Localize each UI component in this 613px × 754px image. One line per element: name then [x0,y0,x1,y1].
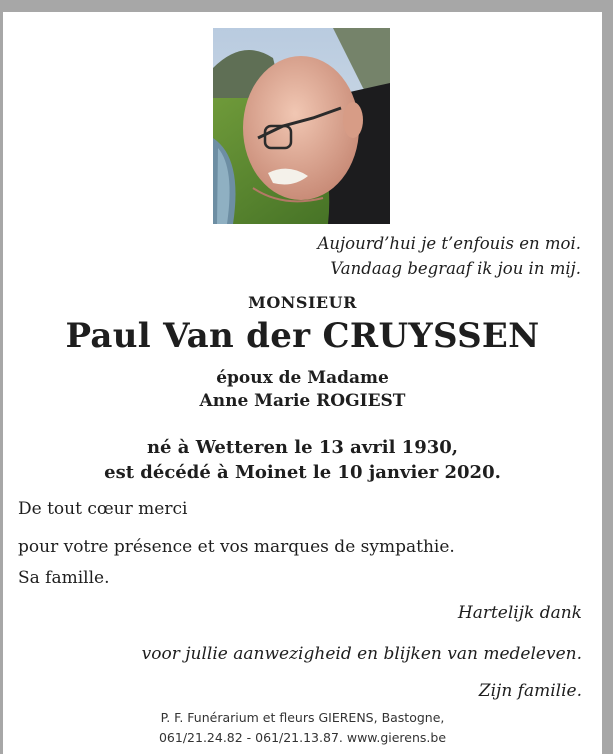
thanks-nl-line-1: Hartelijk dank [457,603,582,623]
title-monsieur: MONSIEUR [248,293,357,312]
death-line: est décédé à Moinet le 10 janvier 2020. [104,462,501,483]
spouse-line-1: époux de Madame [216,368,389,388]
portrait-photo-icon [213,28,390,224]
funeral-home-line-2: 061/21.24.82 - 061/21.13.87. www.gierens.be [158,730,447,745]
quote-line-nl: Vandaag begraaf ik jou in mij. [330,259,581,278]
birth-line: né à Wetteren le 13 avril 1930, [146,437,459,458]
quote-line-fr: Aujourd’hui je t’enfouis en moi. [317,234,581,253]
spouse-line-2: Anne Marie ROGIEST [199,391,406,411]
thanks-fr-signature: Sa famille. [18,568,110,588]
thanks-fr-line-2: pour votre présence et vos marques de sympathie. [18,537,455,557]
thanks-nl-signature: Zijn familie. [478,681,582,701]
thanks-nl-line-2: voor jullie aanwezigheid en blijken van medeleven. [141,644,582,664]
thanks-fr-line-1: De tout cœur merci [18,499,188,519]
portrait-photo [213,28,390,224]
obituary-card [3,12,602,754]
funeral-home-line-1: P. F. Funérarium et fleurs GIERENS, Bastogne, [160,710,445,725]
deceased-name: Paul Van der CRUYSSEN [65,316,540,356]
